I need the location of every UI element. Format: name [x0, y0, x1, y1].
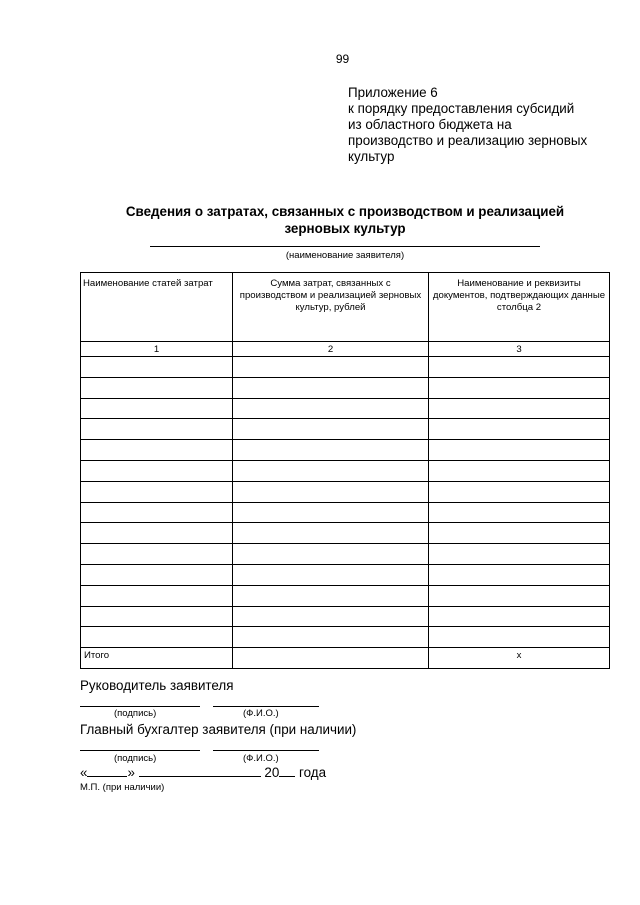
total-label: Итого: [81, 648, 233, 669]
document-title: [80, 203, 610, 237]
table-cell[interactable]: [81, 440, 233, 461]
accountant-name-caption: (Ф.И.О.): [243, 753, 279, 764]
accountant-signature-line[interactable]: [80, 750, 200, 751]
date-year-suffix: года: [299, 765, 327, 780]
table-cell[interactable]: [81, 606, 233, 627]
table-row: [81, 357, 610, 378]
table-cell[interactable]: [429, 377, 610, 398]
column-number: 3: [429, 342, 610, 357]
table-cell[interactable]: [81, 398, 233, 419]
table-cell[interactable]: [233, 502, 429, 523]
column-header: Наименование статей затрат: [81, 273, 233, 342]
table-cell[interactable]: [429, 606, 610, 627]
table-cell[interactable]: [233, 419, 429, 440]
table-cell[interactable]: [429, 564, 610, 585]
table-row: [81, 502, 610, 523]
table-cell[interactable]: [233, 481, 429, 502]
table-cell[interactable]: [81, 377, 233, 398]
table-cell[interactable]: [233, 564, 429, 585]
table-cell[interactable]: [429, 544, 610, 565]
table-cell[interactable]: [429, 481, 610, 502]
table-cell[interactable]: [233, 398, 429, 419]
total-row: [81, 648, 610, 669]
applicant-caption: (наименование заявителя): [285, 250, 405, 261]
table-cell[interactable]: [81, 460, 233, 481]
appendix-line: к порядку предоставления субсидий: [348, 101, 575, 116]
table-cell[interactable]: [233, 377, 429, 398]
document-title-line: зерновых культур: [284, 221, 406, 236]
stamp-note: М.П. (при наличии): [80, 782, 165, 793]
accountant-signature-title: Главный бухгалтер заявителя (при наличии): [80, 722, 357, 737]
document-title-line: Сведения о затратах, связанных с производством и реализацией: [125, 204, 565, 219]
table-row: [81, 377, 610, 398]
table-row: [81, 606, 610, 627]
appendix-title: Приложение 6: [348, 85, 438, 100]
table-cell[interactable]: [81, 564, 233, 585]
date-year-prefix: 20: [264, 765, 280, 780]
column-number-row: [81, 342, 610, 357]
head-name-line[interactable]: [213, 706, 319, 707]
table-cell[interactable]: [429, 627, 610, 648]
date-day-field[interactable]: [87, 776, 127, 777]
table-cell[interactable]: [429, 440, 610, 461]
appendix-block: [348, 85, 618, 165]
table-cell[interactable]: [81, 544, 233, 565]
table-cell[interactable]: [233, 460, 429, 481]
accountant-sign-caption: (подпись): [114, 753, 157, 764]
table-cell[interactable]: [429, 585, 610, 606]
total-sum-cell[interactable]: [233, 648, 429, 669]
column-number: 2: [233, 342, 429, 357]
table-cell[interactable]: [233, 440, 429, 461]
table-cell[interactable]: [81, 502, 233, 523]
table-cell[interactable]: [429, 502, 610, 523]
table-cell[interactable]: [81, 419, 233, 440]
table-row: [81, 564, 610, 585]
table-cell[interactable]: [233, 544, 429, 565]
date-close-quote: »: [127, 765, 135, 780]
table-cell[interactable]: [233, 357, 429, 378]
applicant-name-field[interactable]: [150, 246, 540, 247]
table-row: [81, 481, 610, 502]
table-cell[interactable]: [233, 585, 429, 606]
table-cell[interactable]: [429, 460, 610, 481]
head-signature-line[interactable]: [80, 706, 200, 707]
table-cell[interactable]: [233, 523, 429, 544]
table-cell[interactable]: [233, 627, 429, 648]
table-row: [81, 398, 610, 419]
head-signature-title: Руководитель заявителя: [80, 678, 234, 693]
table-cell[interactable]: [81, 585, 233, 606]
table-cell[interactable]: [81, 523, 233, 544]
table-cell[interactable]: [233, 606, 429, 627]
column-header: Наименование и реквизиты документов, подтверждающих данные столбца 2: [429, 273, 610, 342]
date-line: [80, 765, 326, 780]
table-row: [81, 460, 610, 481]
column-number: 1: [81, 342, 233, 357]
table-cell[interactable]: [81, 627, 233, 648]
date-open-quote: «: [80, 765, 88, 780]
head-sign-caption: (подпись): [114, 708, 157, 719]
table-cell[interactable]: [429, 398, 610, 419]
table-row: [81, 544, 610, 565]
cost-table: [80, 272, 610, 669]
table-cell[interactable]: [429, 419, 610, 440]
table-row: [81, 627, 610, 648]
appendix-line: из областного бюджета на: [348, 117, 512, 132]
accountant-name-line[interactable]: [213, 750, 319, 751]
total-col3-mark: х: [429, 648, 610, 669]
head-name-caption: (Ф.И.О.): [243, 708, 279, 719]
date-month-field[interactable]: [139, 776, 261, 777]
table-cell[interactable]: [429, 523, 610, 544]
table-row: [81, 585, 610, 606]
table-cell[interactable]: [81, 357, 233, 378]
table-cell[interactable]: [81, 481, 233, 502]
table-cell[interactable]: [429, 357, 610, 378]
table-row: [81, 523, 610, 544]
date-year-field[interactable]: [279, 776, 295, 777]
table-header-row: [81, 273, 610, 342]
appendix-line: производство и реализацию зерновых: [348, 133, 588, 148]
table-row: [81, 419, 610, 440]
table-row: [81, 440, 610, 461]
appendix-line: культур: [348, 149, 395, 164]
page-number: 99: [335, 52, 350, 66]
column-header: Сумма затрат, связанных с производством и реализацией зерновых культур, рублей: [233, 273, 429, 342]
